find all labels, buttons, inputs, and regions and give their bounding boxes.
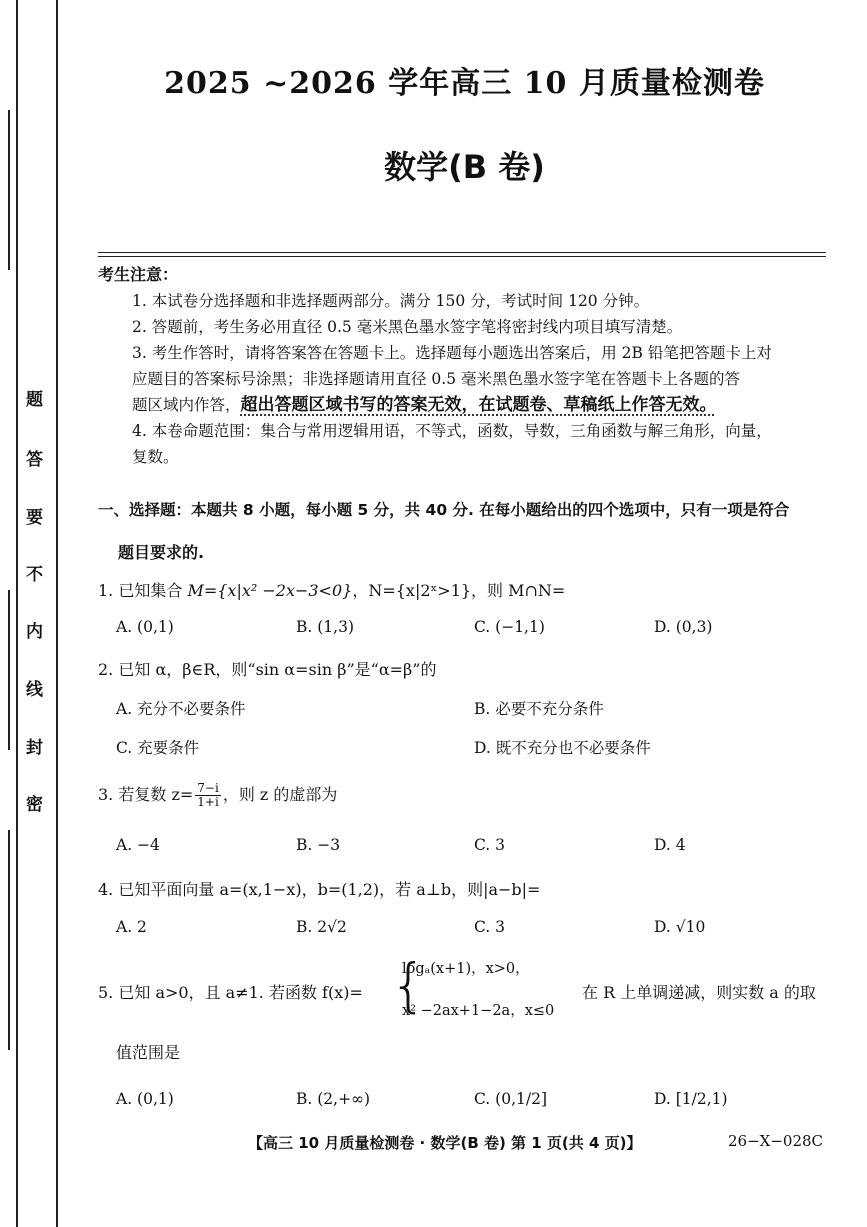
notice-item: 2. 答题前，考生务必用直径 0.5 毫米黑色墨水签字笔将密封线内项目填写清楚。	[132, 318, 683, 336]
option-c: C. (0,1/2]	[474, 1090, 547, 1108]
option-b: B. 必要不充分条件	[474, 700, 604, 718]
fill-line-3	[8, 830, 10, 1050]
fraction	[195, 782, 221, 809]
question-3	[98, 782, 833, 809]
seal-char: 线	[26, 680, 43, 700]
question-stem: ，则 z 的虚部为	[222, 785, 338, 804]
notice-item-cont: 应题目的答案标号涂黑；非选择题请用直径 0.5 毫米黑色墨水签字笔在答题卡上各题的答	[132, 370, 741, 388]
fill-line-2	[8, 590, 10, 750]
notice-emphasis: 超出答题区域书写的答案无效，在试题卷、草稿纸上作答无效。	[240, 395, 717, 415]
option-b: B. (2,+∞)	[296, 1090, 371, 1108]
exam-code: 26−X−028C	[728, 1132, 824, 1150]
seal-char: 答	[26, 450, 43, 470]
seal-char: 封	[26, 738, 43, 758]
option-a: A. (0,1)	[116, 1090, 174, 1108]
seal-char: 不	[26, 565, 43, 585]
exam-title: 2025 ~2026 学年高三 10 月质量检测卷	[164, 66, 765, 101]
notice-item: 1. 本试卷分选择题和非选择题两部分。满分 150 分，考试时间 120 分钟。	[132, 292, 650, 310]
seal-char: 要	[26, 508, 43, 528]
notice-item: 4. 本卷命题范围：集合与常用逻辑用语，不等式，函数，导数，三角函数与解三角形，向量，	[132, 422, 772, 440]
seal-char: 内	[26, 622, 43, 642]
option-c: C. 3	[474, 918, 506, 936]
option-d: D. √10	[654, 918, 706, 936]
page-footer: 【高三 10 月质量检测卷 · 数学(B 卷) 第 1 页(共 4 页)】	[248, 1134, 642, 1152]
question-stem: 3. 若复数 z=	[98, 785, 194, 804]
seal-line	[56, 0, 58, 1227]
seal-char: 密	[26, 795, 43, 815]
question-5-stem: 5. 已知 a>0，且 a≠1. 若函数 f(x)=	[98, 983, 363, 1002]
notice-item-cont	[98, 392, 833, 418]
option-d: D. 4	[654, 836, 686, 854]
seal-char: 题	[26, 390, 43, 410]
notice-item-cont: 复数。	[132, 448, 179, 466]
option-a: A. 充分不必要条件	[116, 700, 246, 718]
option-c: C. 充要条件	[116, 739, 200, 757]
option-d: D. (0,3)	[654, 618, 713, 636]
fill-line-1	[8, 110, 10, 270]
option-c: C. (−1,1)	[474, 618, 545, 636]
fraction-numerator: 7−i	[197, 781, 219, 795]
option-a: A. 2	[116, 918, 147, 936]
brace-icon: {	[390, 951, 427, 1019]
option-c: C. 3	[474, 836, 506, 854]
notice-item: 3. 考生作答时，请将答案答在答题卡上。选择题每小题选出答案后，用 2B 铅笔把答题卡上对	[132, 344, 772, 362]
notice-block	[98, 262, 833, 470]
piece-1: logₐ(x+1)，x>0，	[402, 961, 530, 977]
notice-text: 题区域内作答，	[132, 396, 241, 414]
exam-subtitle: 数学(B 卷)	[384, 148, 545, 186]
margin-line-outer	[16, 0, 18, 1227]
option-d: D. 既不充分也不必要条件	[474, 739, 651, 757]
question-math: M={x|x² −2x−3<0}	[187, 581, 353, 600]
piecewise-function	[390, 951, 580, 1021]
piece-2: x² −2ax+1−2a，x≤0	[402, 1003, 555, 1019]
option-b: B. 2√2	[296, 918, 347, 936]
section-heading-cont: 题目要求的.	[118, 543, 205, 562]
question-5-stem-cont: 值范围是	[116, 1043, 181, 1062]
fraction-denominator: 1+i	[197, 795, 219, 809]
header-rule-top	[98, 252, 826, 253]
binding-margin	[0, 0, 62, 1227]
question-2: 2. 已知 α，β∈R，则“sin α=sin β”是“α=β”的	[98, 660, 437, 679]
notice-heading: 考生注意：	[98, 265, 179, 284]
option-a: A. (0,1)	[116, 618, 174, 636]
question-stem: 1. 已知集合	[98, 581, 188, 600]
header-rule-bottom	[98, 256, 826, 257]
section-heading: 一、选择题：本题共 8 小题，每小题 5 分，共 40 分. 在每小题给出的四个选项中，只有一项是符合	[98, 501, 790, 519]
option-a: A. −4	[116, 836, 160, 854]
option-b: B. (1,3)	[296, 618, 354, 636]
question-stem: ，N={x|2ˣ>1}，则 M∩N=	[352, 581, 566, 600]
option-d: D. [1/2,1)	[654, 1090, 728, 1108]
question-1	[98, 578, 833, 601]
option-b: B. −3	[296, 836, 341, 854]
question-4: 4. 已知平面向量 a=(x,1−x)，b=(1,2)，若 a⊥b，则|a−b|=	[98, 880, 541, 899]
question-5-stem-cont: 在 R 上单调递减，则实数 a 的取	[582, 983, 816, 1002]
